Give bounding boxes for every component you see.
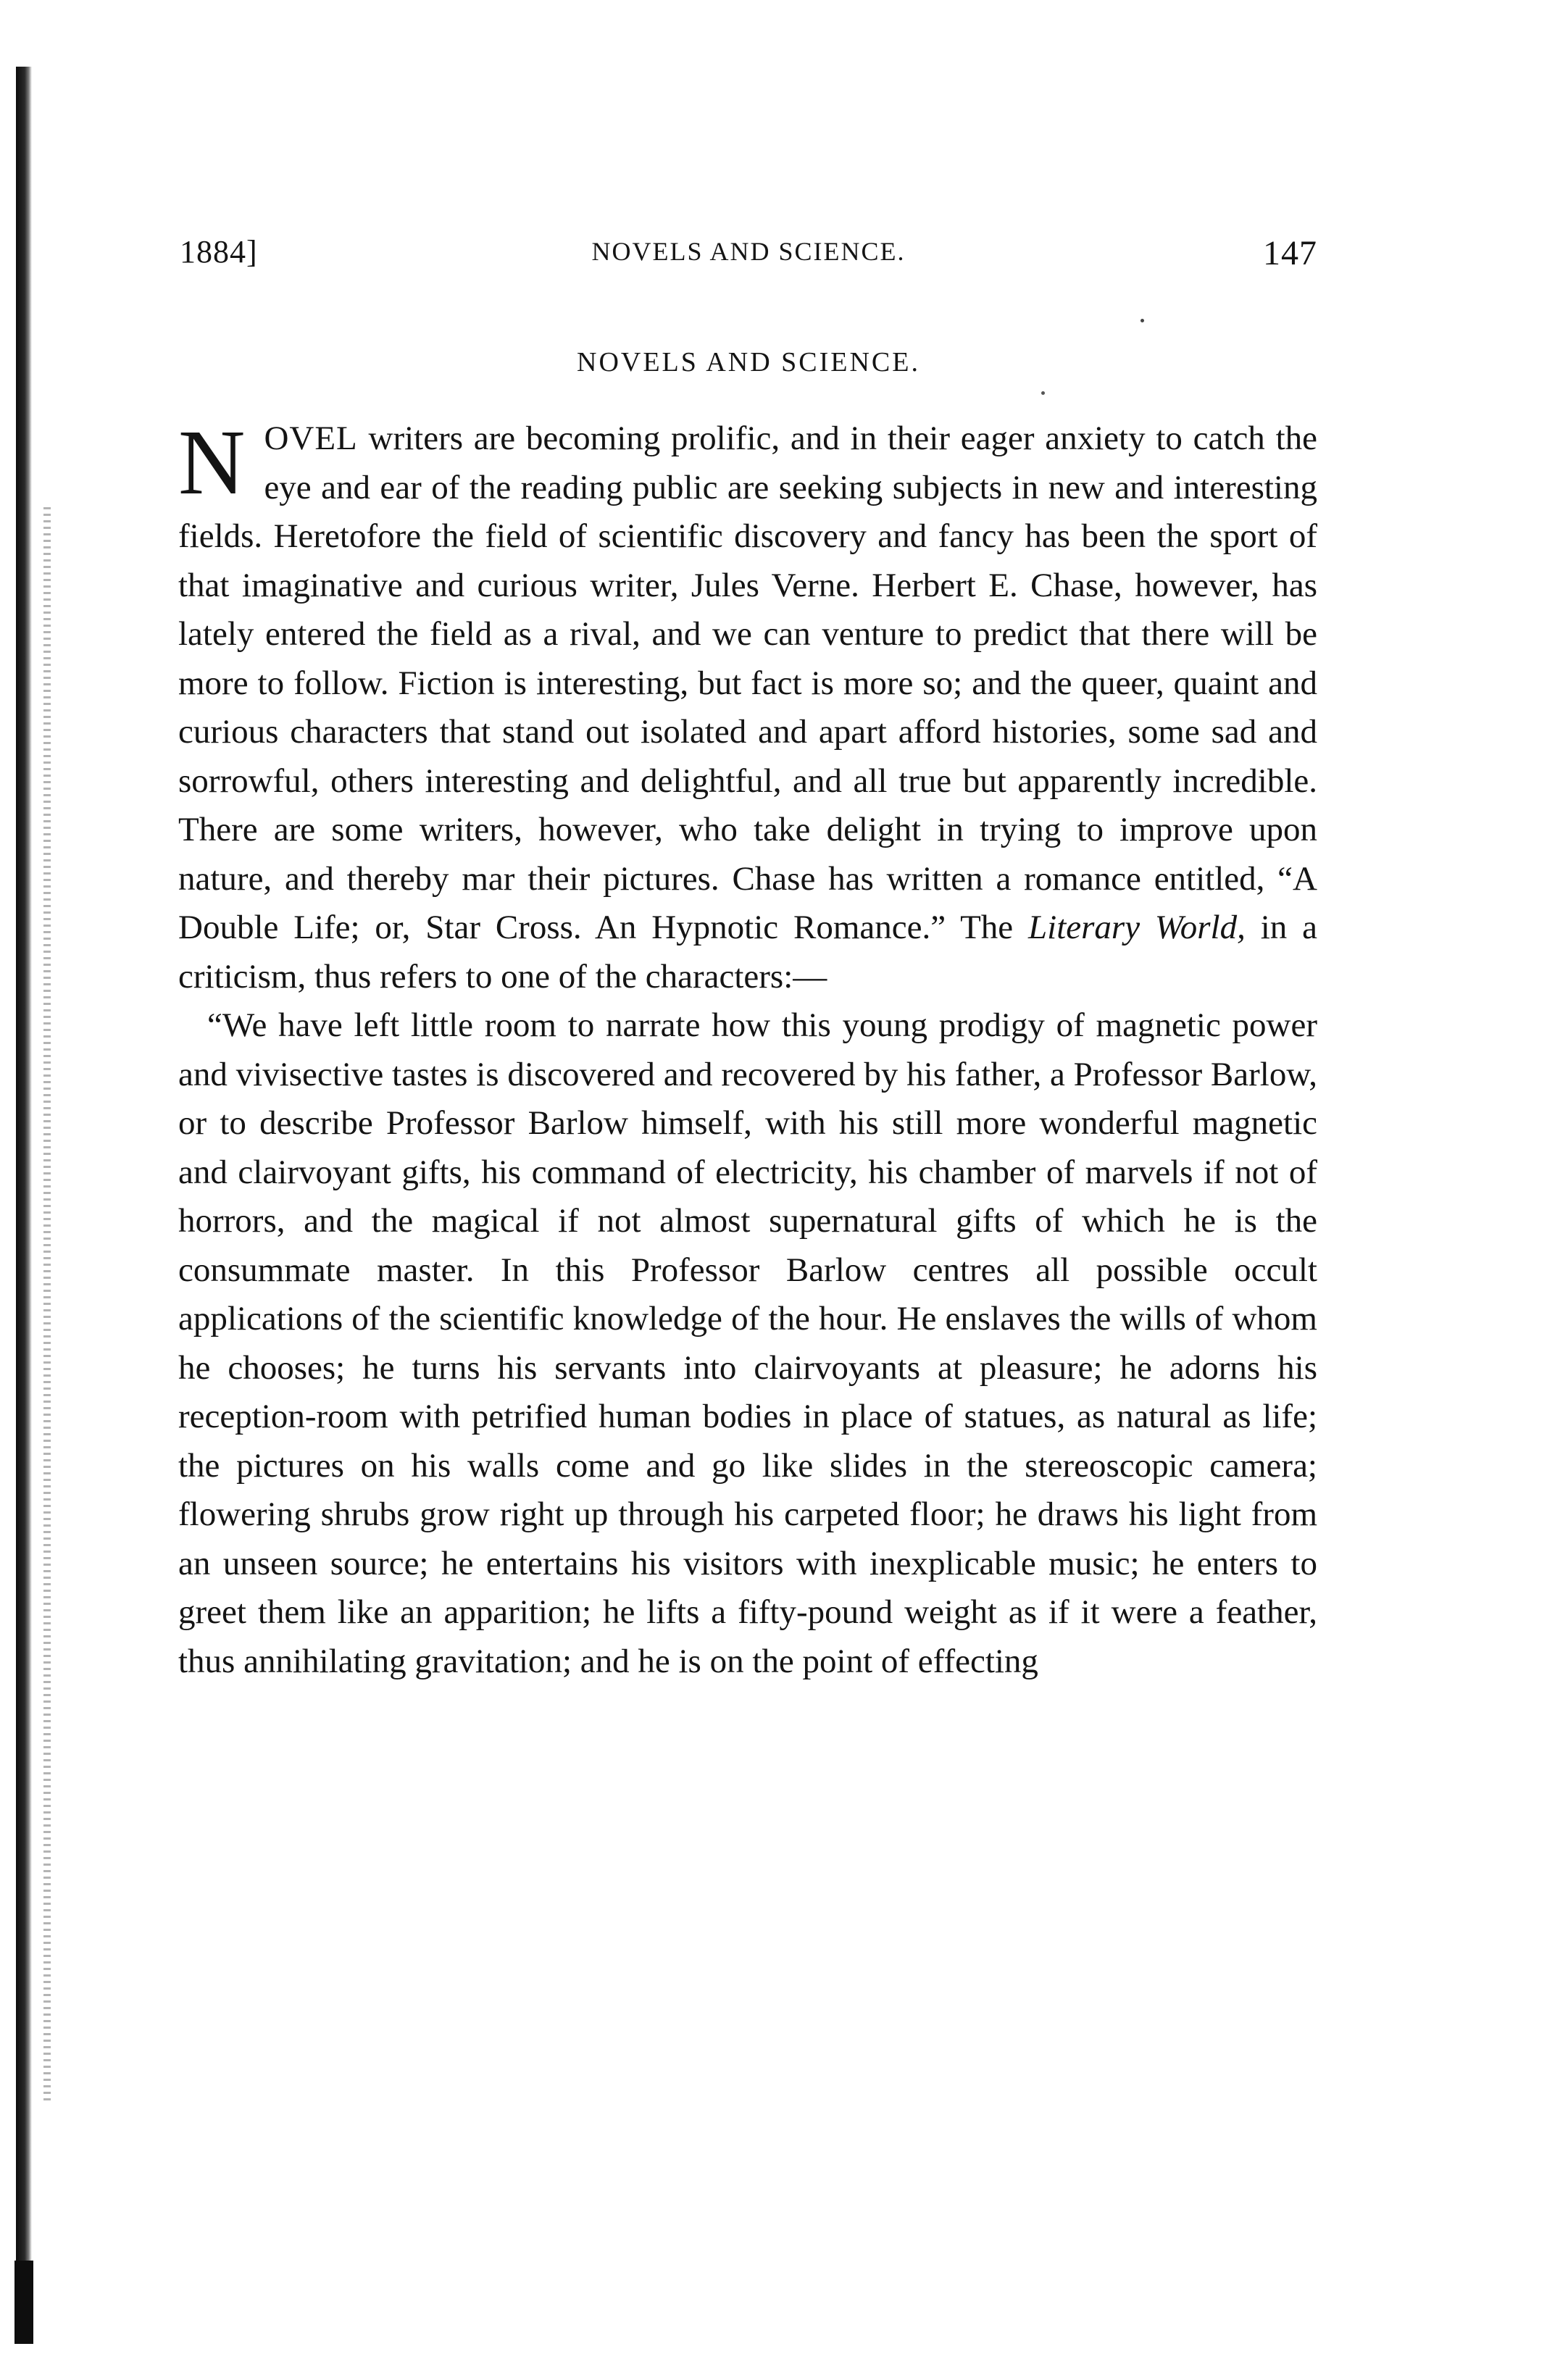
paragraph-1-end: in a criticism, thus refers to one of the characters:— xyxy=(178,909,1317,996)
page-binding-edge xyxy=(16,67,32,2305)
running-head xyxy=(180,233,1317,277)
scan-speck xyxy=(1140,319,1144,322)
paragraph-1 xyxy=(178,411,1317,1001)
page-number: 147 xyxy=(1263,234,1317,272)
paragraph-2: “We have left little room to narrate how this young prodigy of magnetic power and vivisective tastes is discovered and recovered by his father, a Professor Barlow, or to describe Professor Barlow himself, with his still more wonderful magnetic and clairvoyant gifts, his command of electricity, his chamber of marvels if not of horrors, and the magical if not almost supernatural gifts of which he is the consummate master. In this Professor Barlow centres all possible occult applications of the scientific knowledge of the hour. He enslaves the wills of whom he chooses; he turns his servants into clairvoyants at pleasure; he adorns his reception-room with petrified human bodies in place of statues, as natural as life; the pictures on his walls come and go like slides in the stereoscopic camera; flowering shrubs grow right up through his carpeted floor; he draws his light from an unseen source; he entertains his visitors with inexplicable music; he enters to greet them like an apparition; he lifts a fifty-pound weight as if it were a feather, thus annihilating gravitation; and he is on the point of effecting xyxy=(178,1006,1317,1680)
paragraph-1-text: writers are becoming prolific, and in their eager anxiety to catch the eye and ear of the reading public are seeking subjects in new and interesting fields. Heretofore the field of scientific discovery and fancy has been the sport of that imaginative and curious writer, Jules Verne. Herbert E. Chase, however, has lately entered the field as a rival, and we can venture to predict that there will be more to follow. Fiction is interesting, but fact is more so; and the queer, quaint and curious characters that stand out isolated and apart afford histories, some sad and sorrowful, others interesting and delightful, and all true but apparently incredible. There are some writers, however, who take delight in trying to improve upon nature, and thereby mar their pictures. Chase has written a romance entitled, “A Double Life; or, Star Cross. An Hypnotic Romance.” The xyxy=(178,420,1317,946)
drop-cap: N xyxy=(178,411,246,514)
paragraph-1-italic: Literary World, xyxy=(1028,909,1246,946)
article-title: NOVELS AND SCIENCE. xyxy=(577,347,920,377)
running-head-title: NOVELS AND SCIENCE. xyxy=(591,237,906,266)
scan-speck xyxy=(1041,391,1045,395)
page-binding-shadow xyxy=(43,507,51,2101)
page-binding-tail xyxy=(14,2261,33,2344)
lead-caps: OVEL xyxy=(264,420,358,457)
article-body xyxy=(178,411,1317,1686)
running-head-year: 1884] xyxy=(180,234,258,270)
